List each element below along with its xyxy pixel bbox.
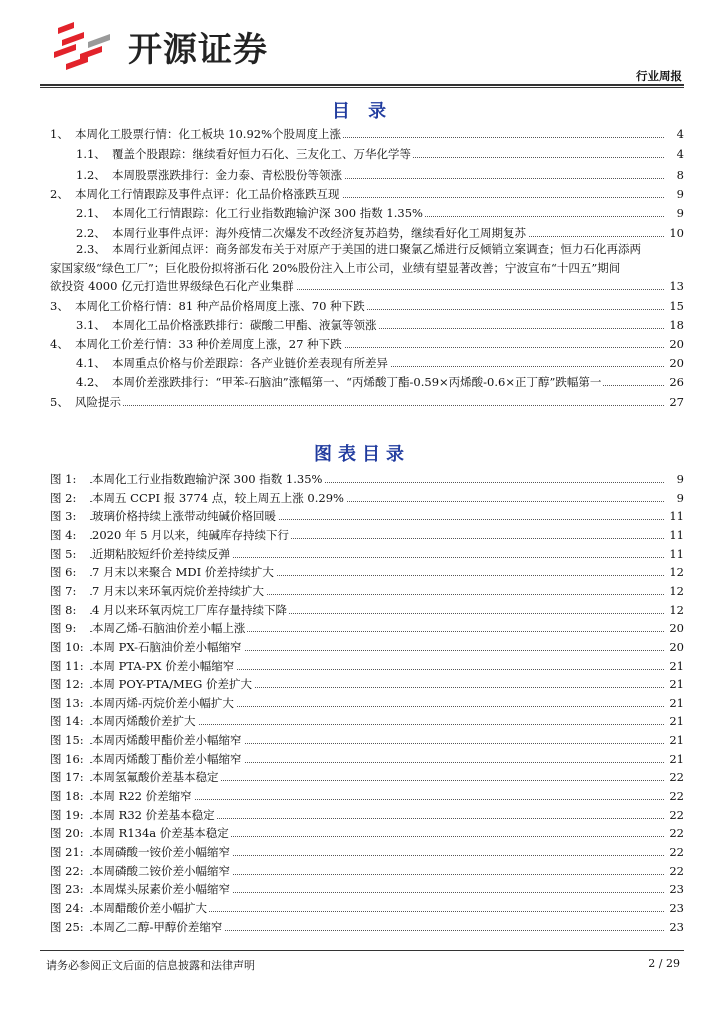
figures-title: 图表目录 bbox=[314, 444, 410, 465]
page-number bbox=[648, 957, 680, 970]
figure-entry-number: 图 18: bbox=[50, 789, 84, 804]
figure-entry-title: 本周醋酸价差小幅扩大 bbox=[92, 900, 207, 915]
toc-entry-number: 1.1、 bbox=[76, 147, 106, 161]
toc-entry-title: 本周行业事件点评：海外疫情二次爆发不改经济复苏趋势，继续看好化工周期复苏 bbox=[112, 226, 526, 240]
figure-entry-page: 9 bbox=[664, 470, 684, 488]
figure-entry-page: 11 bbox=[664, 526, 684, 544]
figure-entry[interactable] bbox=[0, 601, 724, 619]
figure-entry-number: 图 10: bbox=[50, 639, 84, 654]
figure-entry-title: 本周丙烯酸价差扩大 bbox=[92, 714, 196, 729]
figure-entry-page: 22 bbox=[664, 806, 684, 824]
toc-entry-number: 3.1、 bbox=[76, 318, 106, 332]
figure-entry-number: 图 20: bbox=[50, 826, 84, 841]
figure-entry-number: 图 3: bbox=[50, 509, 77, 524]
report-type-label: 行业周报 bbox=[636, 69, 682, 83]
toc-entry-page: 9 bbox=[664, 204, 684, 222]
figure-entry-page: 21 bbox=[664, 750, 684, 768]
figure-entry-title: 本周丙烯酸甲酯价差小幅缩窄 bbox=[92, 733, 242, 748]
figure-entry-number: 图 8: bbox=[50, 602, 77, 617]
figure-entry-title: 本周 POY-PTA/MEG 价差扩大 bbox=[92, 677, 253, 692]
toc-entry-number: 4、 bbox=[50, 337, 69, 351]
figure-entry-number: 图 22: bbox=[50, 863, 84, 878]
toc-entry[interactable] bbox=[0, 125, 724, 143]
toc-entry-page: 20 bbox=[664, 335, 684, 353]
toc-entry-page: 10 bbox=[664, 224, 684, 242]
toc-entry-number: 5、 bbox=[50, 395, 69, 409]
toc-entry-page: 13 bbox=[664, 277, 684, 295]
figure-entry-page: 23 bbox=[664, 899, 684, 917]
toc-entry-title: 欲投资 4000 亿元打造世界级绿色石化产业集群 bbox=[50, 279, 294, 293]
toc-entry-title: 本周化工行情跟踪：化工行业指数跑输沪深 300 指数 1.35% bbox=[112, 206, 423, 220]
figure-entry-number: 图 23: bbox=[50, 882, 84, 897]
figure-entry-title: 本周五 CCPI 报 3774 点，较上周五上涨 0.29% bbox=[92, 490, 344, 505]
toc-entry[interactable] bbox=[0, 145, 724, 163]
figure-entry[interactable] bbox=[0, 806, 724, 824]
figure-entry-page: 23 bbox=[664, 918, 684, 936]
figure-entry-number: 图 14: bbox=[50, 714, 84, 729]
toc-entry[interactable] bbox=[0, 240, 724, 258]
figure-entry-number: 图 15: bbox=[50, 733, 84, 748]
toc-entry[interactable] bbox=[0, 185, 724, 203]
figure-entry-title: 本周乙烯-石脑油价差小幅上涨 bbox=[92, 621, 246, 636]
figure-entry[interactable] bbox=[0, 768, 724, 786]
figure-entry-title: 本周乙二醇-甲醇价差缩窄 bbox=[92, 919, 223, 934]
figure-entry-page: 22 bbox=[664, 824, 684, 842]
toc-entry-title: 风险提示 bbox=[75, 395, 121, 409]
figure-entry-title: 2020 年 5 月以来，纯碱库存持续下行 bbox=[92, 527, 290, 542]
figure-entry-number: 图 21: bbox=[50, 845, 84, 859]
figure-entry[interactable] bbox=[0, 787, 724, 805]
toc-leader-dots bbox=[75, 393, 668, 406]
toc-entry-page: 26 bbox=[664, 373, 684, 391]
toc-entry[interactable] bbox=[0, 335, 724, 353]
toc-entry-title: 本周行业新闻点评：商务部发布关于对原产于美国的进口聚氯乙烯进行反倾销立案调查；恒力石化再添两 bbox=[112, 242, 641, 256]
figure-entry-title: 本周氢氟酸价差基本稳定 bbox=[92, 770, 219, 785]
figure-entry-page: 21 bbox=[664, 694, 684, 712]
figure-entry[interactable] bbox=[0, 582, 724, 600]
toc-entry-number: 4.2、 bbox=[76, 375, 106, 389]
figure-entry[interactable] bbox=[0, 638, 724, 656]
toc-entry-title: 覆盖个股跟踪：继续看好恒力石化、三友化工、万华化学等 bbox=[112, 147, 411, 161]
toc-entry-page: 4 bbox=[664, 145, 684, 163]
toc-entry-title: 本周股票涨跌排行：金力泰、青松股份等领涨 bbox=[112, 168, 342, 182]
toc-entry-number: 3、 bbox=[50, 299, 69, 313]
figure-entry-page: 22 bbox=[664, 787, 684, 805]
toc-entry[interactable] bbox=[0, 166, 724, 184]
figure-entry-title: 本周煤头尿素价差小幅缩窄 bbox=[92, 882, 230, 897]
toc-entry-title: 本周化工价格行情：81 种产品价格周度上涨、70 种下跌 bbox=[75, 299, 365, 313]
figure-entry[interactable] bbox=[0, 918, 724, 936]
figure-entry[interactable] bbox=[0, 824, 724, 842]
figure-entry-number: 图 16: bbox=[50, 751, 84, 766]
page-separator: / bbox=[658, 957, 663, 970]
toc-entry-number: 4.1、 bbox=[76, 356, 106, 370]
figure-entry-number: 图 2: bbox=[50, 490, 77, 505]
figure-entry-page: 22 bbox=[664, 843, 684, 861]
figure-entry[interactable] bbox=[0, 880, 724, 898]
figure-entry-page: 12 bbox=[664, 601, 684, 619]
toc-entry-title: 本周化工股票行情：化工板块 10.92%个股周度上涨 bbox=[75, 127, 342, 141]
figure-entry-page: 21 bbox=[664, 712, 684, 730]
toc-entry-number: 2.3、 bbox=[76, 242, 106, 256]
header-rule-thin bbox=[40, 87, 684, 88]
figure-entry-title: 本周 R22 价差缩窄 bbox=[92, 789, 192, 804]
figure-entry-number: 图 12: bbox=[50, 677, 84, 692]
figure-entry-page: 9 bbox=[664, 489, 684, 507]
figure-entry[interactable] bbox=[0, 619, 724, 637]
figure-entry-page: 12 bbox=[664, 563, 684, 581]
figure-entry[interactable] bbox=[0, 862, 724, 880]
figure-entry-title: 本周 PTA-PX 价差小幅缩窄 bbox=[92, 658, 235, 673]
figure-entry-title: 本周 R32 价差基本稳定 bbox=[92, 807, 215, 822]
figure-entry-title: 7 月末以来环氧丙烷价差持续扩大 bbox=[92, 583, 264, 598]
figure-entry-number: 图 13: bbox=[50, 695, 84, 710]
toc-entry-page: 18 bbox=[664, 316, 684, 334]
figure-entry-page: 11 bbox=[664, 545, 684, 563]
figure-entry-page: 23 bbox=[664, 880, 684, 898]
figure-entry[interactable] bbox=[0, 489, 724, 507]
toc-entry-number: 2.2、 bbox=[76, 226, 106, 240]
toc-entry-number: 1、 bbox=[50, 127, 69, 141]
toc-entry-number: 1.2、 bbox=[76, 168, 106, 182]
toc-entry-title: 本周化工价差行情：33 种价差周度上涨，27 种下跌 bbox=[75, 337, 342, 351]
toc-entry[interactable] bbox=[0, 354, 724, 372]
figure-entry[interactable] bbox=[0, 657, 724, 675]
toc-entry-title: 家国家级“绿色工厂”；巨化股份拟将浙石化 20%股份注入上市公司，业绩有望显著改善；宁波宣布“十四五”期间 bbox=[50, 261, 621, 275]
figure-entry[interactable] bbox=[0, 526, 724, 544]
toc-entry[interactable] bbox=[0, 297, 724, 315]
page-total: 29 bbox=[666, 957, 680, 970]
figure-entry[interactable] bbox=[0, 899, 724, 917]
figure-entry[interactable] bbox=[0, 507, 724, 525]
toc-entry-number: 2、 bbox=[50, 187, 69, 201]
toc-title: 目 录 bbox=[331, 101, 393, 122]
page-header bbox=[0, 0, 724, 95]
figure-entry[interactable] bbox=[0, 563, 724, 581]
figure-entry-page: 21 bbox=[664, 731, 684, 749]
figure-entry-title: 本周磷酸二铵价差小幅缩窄 bbox=[92, 863, 230, 878]
toc-entry-number: 2.1、 bbox=[76, 206, 106, 220]
figure-entry[interactable] bbox=[0, 694, 724, 712]
figure-entry[interactable] bbox=[0, 712, 724, 730]
toc-entry[interactable] bbox=[0, 316, 724, 334]
figure-entry-page: 12 bbox=[664, 582, 684, 600]
toc-entry[interactable] bbox=[0, 393, 724, 411]
figure-entry-title: 本周 R134a 价差基本稳定 bbox=[92, 826, 229, 841]
figure-entry[interactable] bbox=[0, 750, 724, 768]
toc-entry-page: 4 bbox=[664, 125, 684, 143]
figure-entry-number: 图 25: bbox=[50, 919, 84, 934]
figure-entry-page: 11 bbox=[664, 507, 684, 525]
toc-entry[interactable] bbox=[0, 204, 724, 222]
figure-entry-page: 20 bbox=[664, 619, 684, 637]
figure-entry-number: 图 17: bbox=[50, 770, 84, 785]
figure-entry-title: 7 月末以来聚合 MDI 价差持续扩大 bbox=[92, 565, 274, 580]
figure-entry-title: 4 月以来环氧丙烷工厂库存量持续下降 bbox=[92, 602, 287, 617]
figure-entry-number: 图 11: bbox=[50, 658, 84, 673]
figure-entry-title: 本周丙烯-丙烷价差小幅扩大 bbox=[92, 695, 234, 710]
figure-entry-number: 图 7: bbox=[50, 583, 77, 598]
toc-entry-page: 15 bbox=[664, 297, 684, 315]
brand-name: 开源证券 bbox=[128, 30, 268, 70]
toc-entry-title: 本周化工行情跟踪及事件点评：化工品价格涨跌互现 bbox=[75, 187, 340, 201]
figure-entry[interactable] bbox=[0, 545, 724, 563]
figure-entry[interactable] bbox=[0, 843, 724, 861]
toc-entry[interactable] bbox=[0, 259, 724, 277]
page-current: 2 bbox=[648, 957, 656, 970]
figure-entry-title: 近期粘胶短纤价差持续反弹 bbox=[92, 546, 230, 561]
figure-entry-page: 22 bbox=[664, 862, 684, 880]
toc-entry-page: 27 bbox=[664, 393, 684, 411]
footer-rule bbox=[40, 950, 684, 951]
figure-entry-number: 图 19: bbox=[50, 807, 84, 822]
figure-entry-number: 图 24: bbox=[50, 900, 84, 915]
figure-entry-title: 本周磷酸一铵价差小幅缩窄 bbox=[92, 845, 230, 859]
toc-entry-title: 本周重点价格与价差跟踪：各产业链价差表现有所差异 bbox=[112, 356, 388, 370]
toc-entry-page: 9 bbox=[664, 185, 684, 203]
figure-entry-page: 22 bbox=[664, 768, 684, 786]
figure-entry-number: 图 4: bbox=[50, 527, 77, 542]
toc-entry-page: 20 bbox=[664, 354, 684, 372]
figure-entry[interactable] bbox=[0, 675, 724, 693]
figure-entry-title: 本周丙烯酸丁酯价差小幅缩窄 bbox=[92, 751, 242, 766]
figure-entry-title: 本周化工行业指数跑输沪深 300 指数 1.35% bbox=[92, 472, 323, 486]
figure-entry-title: 玻璃价格持续上涨带动纯碱价格回暖 bbox=[92, 509, 276, 524]
header-rule bbox=[40, 84, 684, 86]
figure-entry-number: 图 1: bbox=[50, 472, 77, 486]
footer-disclaimer: 请务必参阅正文后面的信息披露和法律声明 bbox=[46, 959, 255, 972]
toc-entry[interactable] bbox=[0, 277, 724, 295]
toc-entry-title: 本周价差涨跌排行：“甲苯-石脑油”涨幅第一、“丙烯酸丁酯-0.59×丙烯酸-0.6×正丁醇”跌幅第一 bbox=[112, 375, 602, 389]
figure-entry-number: 图 6: bbox=[50, 565, 77, 580]
figure-entry-title: 本周 PX-石脑油价差小幅缩窄 bbox=[92, 639, 242, 654]
figure-entry-page: 21 bbox=[664, 675, 684, 693]
toc-entry-title: 本周化工品价格涨跌排行：碳酸二甲酯、液氯等领涨 bbox=[112, 318, 377, 332]
figure-entry-page: 20 bbox=[664, 638, 684, 656]
figure-entry-number: 图 9: bbox=[50, 621, 77, 636]
toc-entry[interactable] bbox=[0, 373, 724, 391]
figure-entry-page: 21 bbox=[664, 657, 684, 675]
figure-entry-number: 图 5: bbox=[50, 546, 77, 561]
logo-mark-icon bbox=[44, 18, 120, 70]
company-logo bbox=[44, 18, 284, 70]
figure-entry[interactable] bbox=[0, 731, 724, 749]
toc-entry-page: 8 bbox=[664, 166, 684, 184]
figure-entry[interactable] bbox=[0, 470, 724, 488]
